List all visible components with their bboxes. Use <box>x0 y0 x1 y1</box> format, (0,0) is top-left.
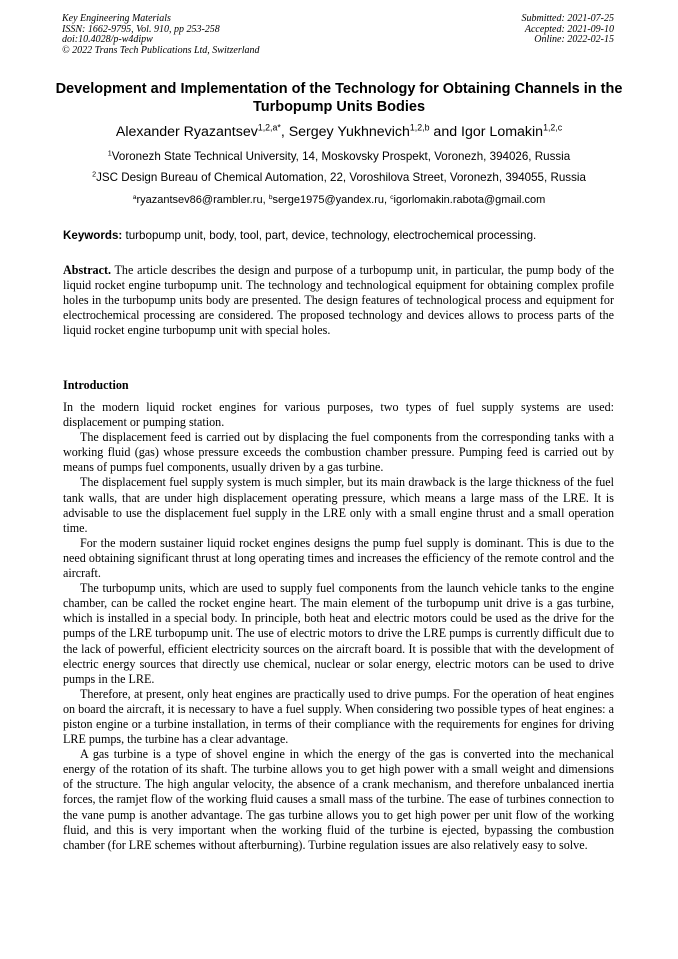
author-affil-sup: 1,2,c <box>543 122 563 133</box>
email-list <box>20 193 658 207</box>
keywords-text: turbopump unit, body, tool, part, device, technology, electrochemical processing. <box>125 229 537 242</box>
affiliation-2 <box>20 171 658 185</box>
email-sup: a <box>132 193 137 201</box>
affiliation-1 <box>20 150 658 164</box>
submitted-date: Submitted: 2021-07-25 <box>521 13 614 24</box>
affiliation-sup: 1 <box>107 148 112 158</box>
keywords-line <box>63 229 615 243</box>
abstract-text: The article describes the design and purpose of a turbopump unit, in particular, the pump body of the liquid rocket engine turbopump unit. The technology and technological equipment for obtaining complex profile holes in the turbopump units body are presented. The design features of technological process and equipment for electrochemical processing are considered. The proposed technology and devices allows to process parts of the liquid rocket engine turbopump unit with special holes. <box>63 263 614 338</box>
journal-name: Key Engineering Materials <box>62 13 171 24</box>
author-list <box>20 123 658 141</box>
email-sup: c <box>390 193 394 201</box>
email-separator: , <box>383 194 391 206</box>
doi-line[interactable]: doi:10.4028/p-w4dipw <box>62 34 153 46</box>
author-name: Alexander Ryazantsev <box>115 124 258 140</box>
issn-line: ISSN: 1662-9795, Vol. 910, pp 253-258 <box>62 23 220 35</box>
intro-paragraph: The turbopump units, which are used to supply fuel components from the launch vehicle tanks to the engine chamber, can be called the rocket engine heart. The main element of the turbopump unit drive is a gas turbine, which is installed in a special body. In principle, both heat and electric motors could be used as the drive for the pumps of the LRE turbopump unit. The use of electric motors to drive the LRE pumps is currently difficult due to the lack of powerful, efficient electricity sources on the aircraft board. It is possible that with the development of electric energy sources that directly use chemical, nuclear or solar energy, electric motors can be used to drive pumps in the LRE. <box>63 581 614 686</box>
intro-paragraph: A gas turbine is a type of shovel engine in which the energy of the gas is converted into the mechanical energy of the rotation of its shaft. The turbine allows you to get high power with a small weight and dimensions of the structure. The high angular velocity, the absence of a crank mechanism, and therefore unbalanced inertia forces, the ramjet flow of the working fluid causes a small mass of the turbine. The ease of turbines connection to the vane pump is another advantage. The gas turbine allows you to get high power per unit flow of the working fluid, and this is very important when the working fluid of the turbine is ejected, bypassing the combustion chamber (for LRE schemes without afterburning). Turbine regulation issues are also relatively easy to solve. <box>63 747 614 852</box>
keywords-label: Keywords: <box>63 229 123 242</box>
author-affil-sup: 1,2,a* <box>257 122 281 133</box>
author-name: Igor Lomakin <box>461 124 544 140</box>
abstract-label: Abstract. <box>63 263 112 277</box>
author-separator: and <box>429 124 462 140</box>
affiliation-sup: 2 <box>92 169 97 179</box>
intro-paragraph: The displacement feed is carried out by displacing the fuel components from the corresponding tanks with a working fluid (gas) whose pressure exceeds the combustion chamber pressure. Pumping feed is carried out by means of pumps fuel components, usually driven by a gas turbine. <box>63 430 614 475</box>
dates-header <box>522 14 615 46</box>
author-affil-sup: 1,2,b <box>409 122 430 133</box>
affiliation-text: JSC Design Bureau of Chemical Automation, 22, Voroshilova Street, Voronezh, 394055, Russia <box>96 171 586 184</box>
author-name: Sergey Yukhnevich <box>288 124 410 140</box>
copyright-line: © 2022 Trans Tech Publications Ltd, Switzerland <box>62 44 260 56</box>
abstract-paragraph <box>63 263 614 338</box>
email-link[interactable]: ryazantsev86@rambler.ru <box>136 194 263 206</box>
affiliation-text: Voronezh State Technical University, 14, Moskovsky Prospekt, Voronezh, 394026, Russia <box>111 150 571 163</box>
introduction-heading: Introduction <box>63 378 129 392</box>
accepted-date: Accepted: 2021-09-10 <box>524 23 614 35</box>
author-separator: , <box>280 124 289 140</box>
intro-paragraph: For the modern sustainer liquid rocket engines designs the pump fuel supply is dominant. This is due to the need obtaining significant thrust at long operating times and increases the efficiency of the remote control and the aircraft. <box>63 535 614 581</box>
email-separator: , <box>262 194 269 206</box>
paper-title: Development and Implementation of the Technology for Obtaining Channels in the Turbopump Units Bodies <box>55 81 623 115</box>
abstract-section <box>63 263 614 338</box>
online-date: Online: 2022-02-15 <box>534 34 614 46</box>
email-link[interactable]: igorlomakin.rabota@gmail.com <box>393 194 546 206</box>
journal-header <box>62 14 260 56</box>
introduction-section <box>63 400 614 853</box>
intro-paragraph: The displacement fuel supply system is much simpler, but its main drawback is the large thickness of the fuel tank walls, that are under high displacement operating pressure, which means a large mass of the LRE. It is advisable to use the displacement fuel supply in the LRE only with a small engine thrust and a small operation time. <box>63 475 614 535</box>
email-link[interactable]: serge1975@yandex.ru <box>272 194 384 206</box>
email-sup: b <box>268 193 273 201</box>
intro-paragraph: Therefore, at present, only heat engines are practically used to drive pumps. For the operation of heat engines on board the aircraft, it is necessary to have a fuel supply. When considering two possible types of heat engines: a piston engine or a turbine installation, in terms of their compliance with the requirements for engines for driving LRE pumps, the turbine has a clear advantage. <box>63 686 614 747</box>
intro-paragraph: In the modern liquid rocket engines for various purposes, two types of fuel supply systems are used: displacement or pumping station. <box>63 400 614 430</box>
